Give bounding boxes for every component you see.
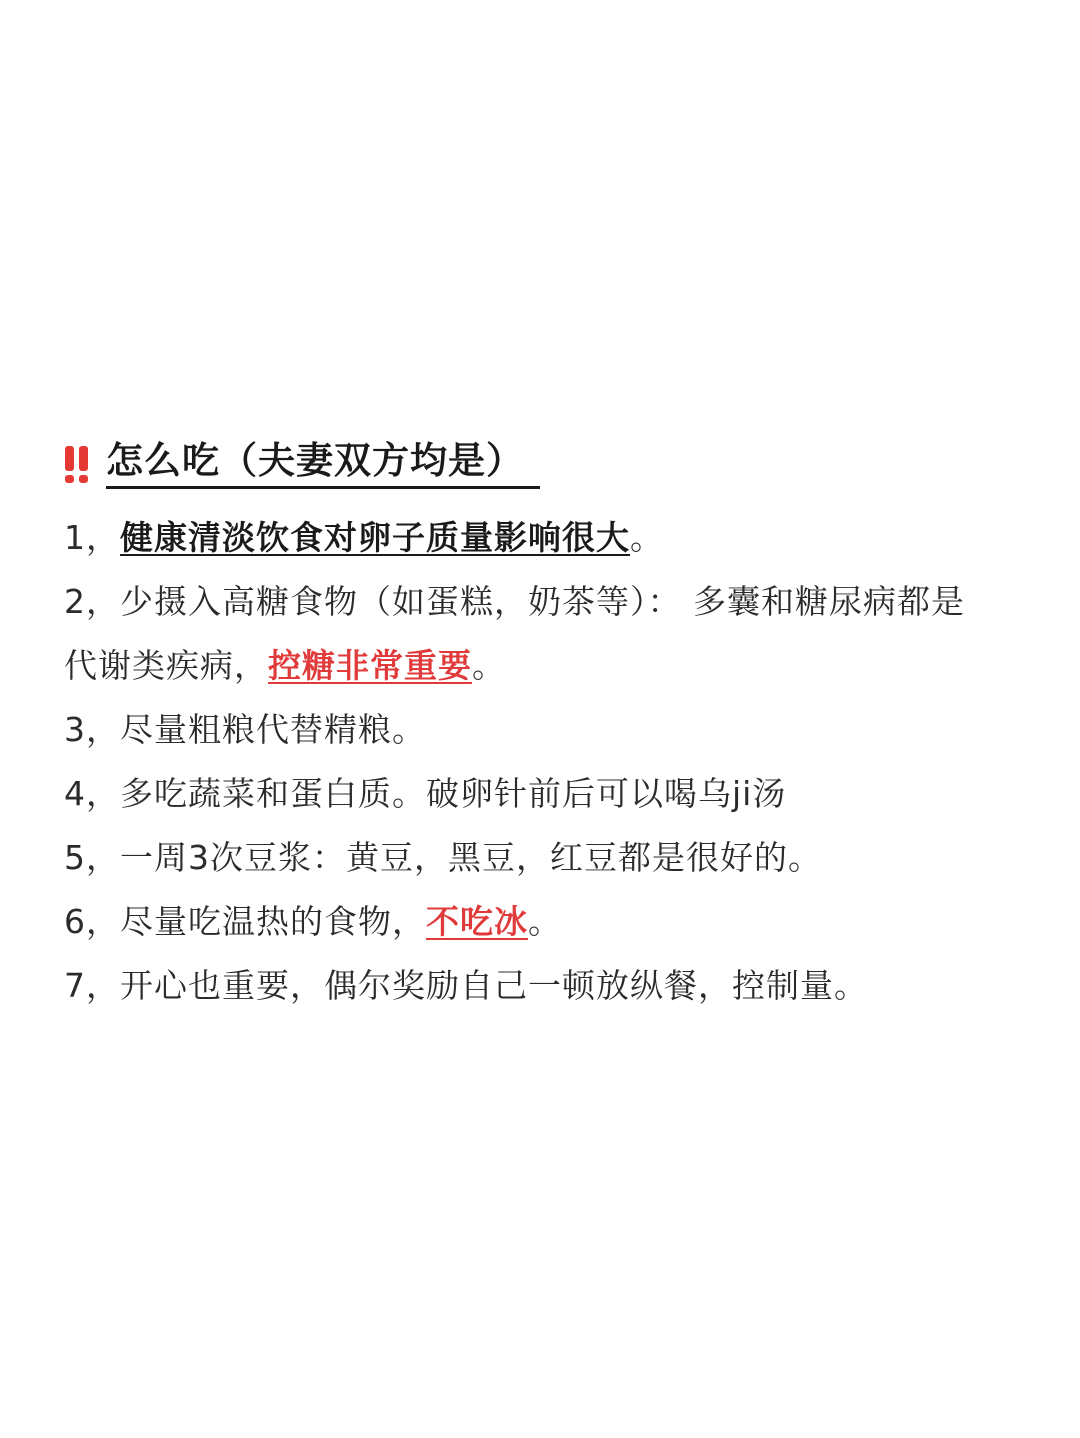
item-text: 多吃蔬菜和蛋白质。破卵针前后可以喝乌ji汤: [120, 774, 787, 813]
item-text: 少摄入高糖食物（如蛋糕，奶茶等）： 多囊和糖尿病都是: [120, 582, 965, 621]
item-text: 一周3次豆浆：黄豆，黑豆，红豆都是很好的。: [120, 838, 822, 877]
item-number: 6，: [64, 902, 120, 941]
heading-title: 怎么吃（夫妻双方均是）: [106, 439, 540, 488]
item-number: 5，: [64, 838, 120, 877]
item-text: 开心也重要，偶尔奖励自己一顿放纵餐，控制量。: [120, 966, 868, 1005]
item-red-emphasis: 控糖非常重要: [268, 646, 472, 685]
item-punct: 。: [630, 518, 664, 557]
section-heading: [64, 432, 1024, 496]
list-item-4: [64, 762, 1024, 826]
list-item-5: [64, 826, 1024, 890]
item-punct: 。: [528, 902, 562, 941]
list-item-1: [64, 506, 1024, 570]
item-number: 7，: [64, 966, 120, 1005]
item-text: 尽量粗粮代替精粮。: [120, 710, 426, 749]
double-exclamation-icon: [64, 444, 90, 484]
list-item-6: [64, 890, 1024, 954]
list-item-2-continued: [64, 634, 1024, 698]
article-content: [64, 432, 1024, 1018]
item-emphasis: 健康清淡饮食对卵子质量影响很大: [120, 518, 630, 557]
list-item-3: [64, 698, 1024, 762]
item-punct: 。: [472, 646, 506, 685]
item-text: 尽量吃温热的食物，: [120, 902, 426, 941]
list-item-2: [64, 570, 1024, 634]
item-number: 3，: [64, 710, 120, 749]
item-number: 4，: [64, 774, 120, 813]
item-text: 代谢类疾病，: [64, 646, 268, 685]
item-number: 1，: [64, 518, 120, 557]
item-number: 2，: [64, 582, 120, 621]
item-red-emphasis: 不吃冰: [426, 902, 528, 941]
list-item-7: [64, 954, 1024, 1018]
